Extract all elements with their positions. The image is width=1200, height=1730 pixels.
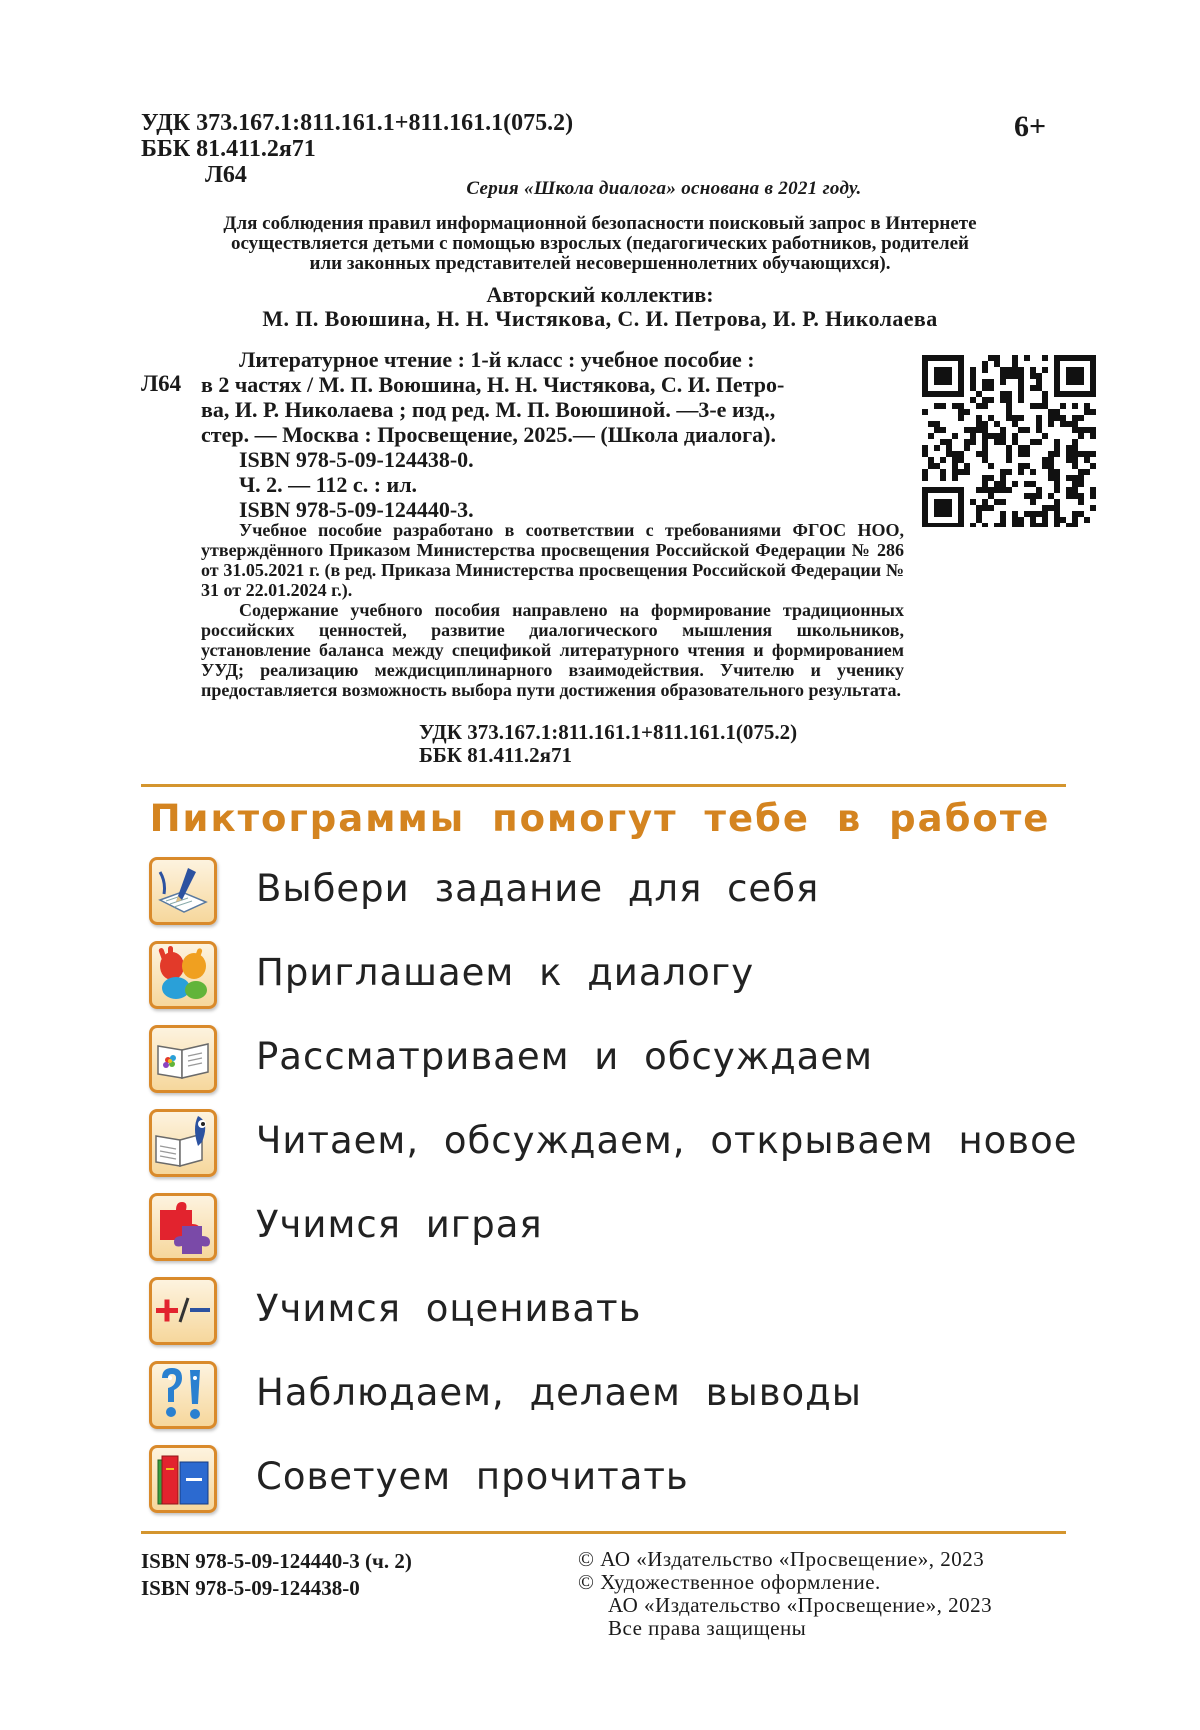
series-note: Серия «Школа диалога» основана в 2021 году. [466, 178, 862, 199]
pictogram-label: Учимся играя [256, 1203, 543, 1246]
divider [141, 1531, 1066, 1534]
pictogram-label: Учимся оценивать [256, 1287, 642, 1330]
authors-list: М. П. Воюшина, Н. Н. Чистякова, С. И. Петрова, И. Р. Николаева [262, 306, 938, 331]
pictogram-label: Наблюдаем, делаем выводы [256, 1371, 862, 1414]
copyright-line: Все права защищены [608, 1616, 807, 1640]
pictogram-row [149, 1277, 1109, 1349]
part-line: Ч. 2. — 112 с. : ил. [239, 472, 418, 497]
divider [141, 784, 1066, 787]
book-description [201, 520, 904, 700]
puzzle-icon [149, 1193, 217, 1261]
udk-code: УДК 373.167.1:811.161.1+811.161.1(075.2) [141, 110, 574, 136]
pictogram-label: Приглашаем к диалогу [256, 951, 755, 994]
pen-paper-icon [149, 857, 217, 925]
age-rating: 6+ [1014, 110, 1047, 143]
footer-codes [419, 721, 797, 767]
copyright-line: © АО «Издательство «Просвещение», 2023 [578, 1547, 985, 1571]
bbk-code: ББК 81.411.2я71 [141, 136, 316, 162]
bibliography-record [201, 347, 904, 522]
pictogram-row [149, 941, 1109, 1013]
pictogram-label: Советуем прочитать [256, 1455, 689, 1498]
pictogram-row [149, 1361, 1109, 1433]
safety-line: или законных представителей несовершеннолетних обучающихся). [309, 253, 891, 274]
pictogram-label: Рассматриваем и обсуждаем [256, 1035, 874, 1078]
safety-line: Для соблюдения правил информационной безопасности поисковый запрос в Интернете [223, 213, 977, 234]
isbn-part: ISBN 978-5-09-124440-3 (ч. 2) [141, 1549, 412, 1573]
pictogram-label: Читаем, обсуждаем, открываем новое [256, 1119, 1078, 1162]
isbn-all: ISBN 978-5-09-124438-0 [141, 1576, 360, 1600]
safety-note [150, 214, 1050, 274]
bibliography-line [201, 347, 904, 372]
safety-line: осуществляется детьми с помощью взрослых (педагогических работников, родителей [230, 233, 969, 254]
qr-code [922, 355, 1096, 527]
book-title: Литературное чтение [239, 347, 453, 372]
imprint-isbn [141, 1548, 412, 1602]
copyright-line: © Художественное оформление. [578, 1570, 881, 1594]
bibliography-line: ва, И. Р. Николаева ; под ред. М. П. Воюшиной. —3-е изд., [201, 397, 776, 422]
books-icon [149, 1445, 217, 1513]
copyright-block [578, 1548, 992, 1640]
open-book-icon [149, 1025, 217, 1093]
book-subtitle: : 1-й класс : учебное пособие : [452, 347, 755, 372]
bibliography-code: Л64 [141, 371, 182, 396]
description-paragraph: Содержание учебного пособия направлено на формирование традиционных российских ценностей, развитие диалогического мышления школьников, установление баланса между спецификой литературного чтения и формированием УУД; реализацию междисциплинарного взаимодействия. Учителю и ученику предоставляется возможность выбора пути достижения образовательного результата. [201, 600, 904, 700]
pictogram-row [149, 1109, 1109, 1181]
plus-minus-icon [149, 1277, 217, 1345]
hands-icon [149, 941, 217, 1009]
pictogram-row [149, 1445, 1109, 1517]
pictogram-row [149, 1025, 1109, 1097]
pictogram-row [149, 857, 1109, 929]
description-paragraph: Учебное пособие разработано в соответствии с требованиями ФГОС НОО, утверждённого Приказом Министерства просвещения Российской Федерации № 286 от 31.05.2021 г. (в ред. Приказа Министерства просвещения Российской Федерации № 31 от 22.01.2024 г.). [201, 520, 904, 600]
author-mark: Л64 [205, 162, 247, 188]
authors-title: Авторский коллектив: [486, 282, 714, 307]
exclamation-icon [149, 1361, 217, 1429]
pictograms-title: Пиктограммы помогут тебе в работе [149, 797, 1051, 840]
bibliography-line: стер. — Москва : Просвещение, 2025.— (Школа диалога). [201, 422, 776, 447]
bibliography-line: в 2 частях / М. П. Воюшина, Н. Н. Чистякова, С. И. Петро- [201, 372, 785, 397]
isbn-line: ISBN 978-5-09-124440-3. [239, 497, 474, 522]
book-quill-icon [149, 1109, 217, 1177]
pictogram-label: Выбери задание для себя [256, 867, 820, 910]
udk-code: УДК 373.167.1:811.161.1+811.161.1(075.2) [419, 720, 798, 744]
isbn-line: ISBN 978-5-09-124438-0. [239, 447, 474, 472]
pictogram-row [149, 1193, 1109, 1265]
bbk-code: ББК 81.411.2я71 [419, 743, 572, 767]
qr-code-graphic [922, 355, 1096, 527]
udk-header [141, 110, 573, 188]
copyright-line: АО «Издательство «Просвещение», 2023 [608, 1593, 993, 1617]
